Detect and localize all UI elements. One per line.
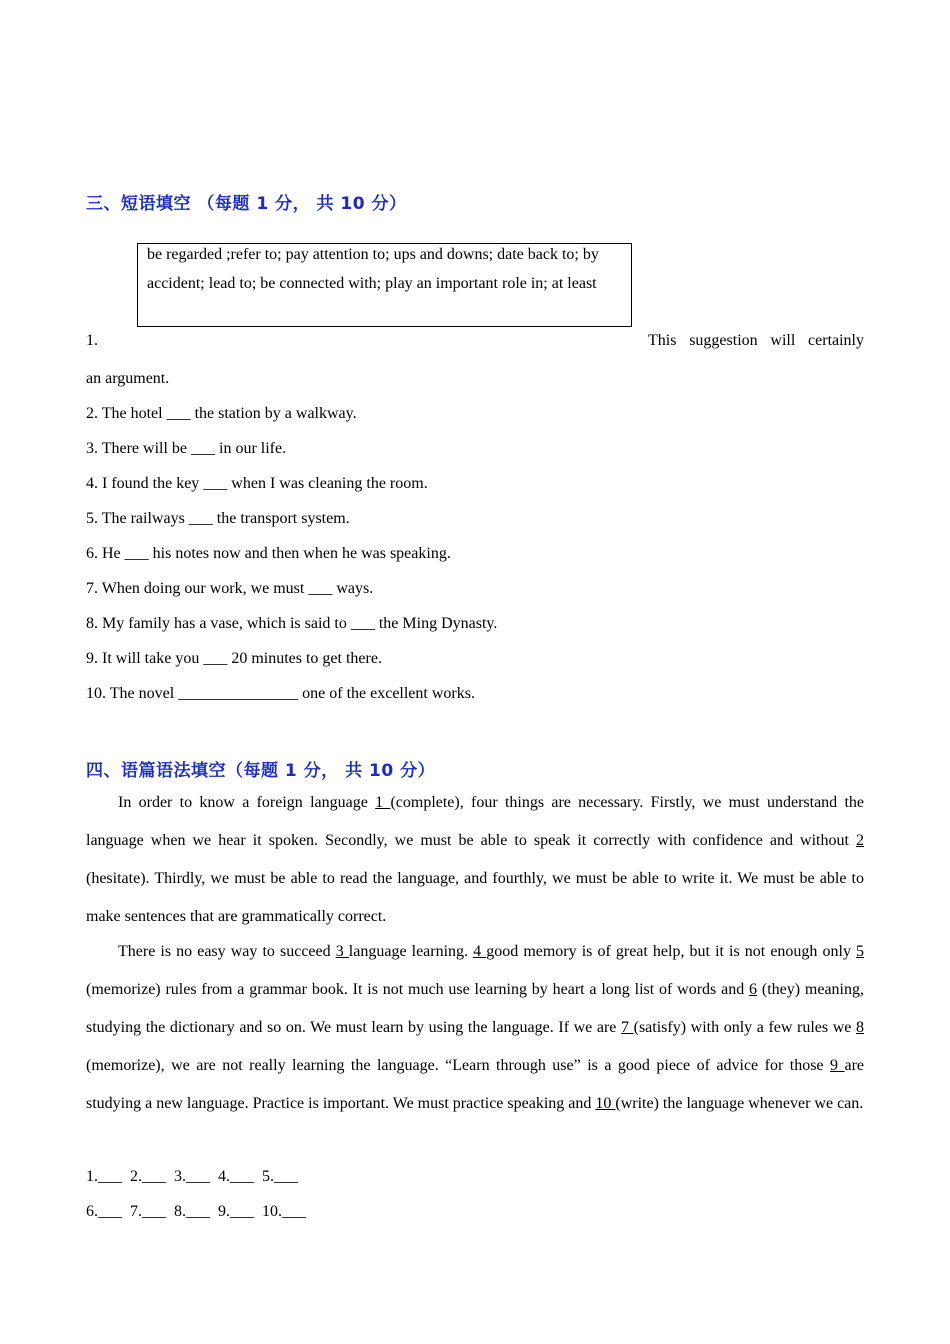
passage-paragraph-2 xyxy=(86,933,864,1123)
question-5: 5. The railways ___ the transport system. xyxy=(86,510,350,527)
question-10: 10. The novel _______________ one of the excellent works. xyxy=(86,685,475,702)
answer-row-2: 6.___ 7.___ 8.___ 9.___ 10.___ xyxy=(86,1203,306,1220)
blank-1: 1 xyxy=(375,794,391,811)
question-9: 9. It will take you ___ 20 minutes to get there. xyxy=(86,650,382,667)
question-3: 3. There will be ___ in our life. xyxy=(86,440,287,457)
blank-9: 9 xyxy=(830,1057,845,1074)
phrase-box xyxy=(137,243,632,327)
blank-5: 5 xyxy=(856,943,865,960)
passage-text: (they) meaning, studying the dictionary and so on. We must learn by using the language. If we are xyxy=(86,981,864,1036)
passage-text: (satisfy) with only a few rules we xyxy=(633,1019,856,1036)
passage-paragraph-1 xyxy=(86,784,864,936)
question-1-continuation: an argument. xyxy=(86,370,170,387)
blank-4: 4 xyxy=(473,943,487,960)
question-8: 8. My family has a vase, which is said to ___ the Ming Dynasty. xyxy=(86,615,498,632)
answer-row-1: 1.___ 2.___ 3.___ 4.___ 5.___ xyxy=(86,1168,298,1185)
phrase-box-line-2: accident; lead to; be connected with; play an important role in; at least xyxy=(147,275,597,292)
passage-text: are studying a new language. Practice is important. We must practice speaking and xyxy=(86,1057,865,1112)
passage-text: language learning. xyxy=(348,943,474,960)
blank-7: 7 xyxy=(621,1019,634,1036)
question-4: 4. I found the key ___ when I was cleaning the room. xyxy=(86,475,428,492)
question-1-text: This suggestion will certainly xyxy=(648,332,864,349)
blank-6: 6 xyxy=(749,981,758,998)
section-4-heading: 四、语篇语法填空（每题 1 分， 共 10 分） xyxy=(86,761,436,781)
passage-text: There is no easy way to succeed xyxy=(118,943,336,960)
section-3-heading: 三、短语填空 （每题 1 分， 共 10 分） xyxy=(86,194,407,214)
blank-10: 10 xyxy=(595,1095,616,1112)
passage-text: (memorize) rules from a grammar book. It is not much use learning by heart a long list of words and xyxy=(86,981,750,998)
blank-8: 8 xyxy=(856,1019,864,1036)
passage-text: (memorize), we are not really learning the language. “Learn through use” is a good piece of advice for those xyxy=(86,1057,830,1074)
passage-text: In order to know a foreign language xyxy=(118,794,376,811)
question-1-number: 1. xyxy=(86,332,98,349)
passage-text: (complete), four things are necessary. Firstly, we must understand the language when we hear it spoken. Secondly, we must be able to speak it correctly with confidence and without xyxy=(86,794,865,849)
question-2: 2. The hotel ___ the station by a walkway. xyxy=(86,405,357,422)
question-6: 6. He ___ his notes now and then when he was speaking. xyxy=(86,545,451,562)
passage-text: good memory is of great help, but it is not enough only xyxy=(486,943,857,960)
question-7: 7. When doing our work, we must ___ ways. xyxy=(86,580,374,597)
passage-text: (hesitate). Thirdly, we must be able to read the language, and fourthly, we must be able to write it. We must be able to make sentences that are grammatically correct. xyxy=(86,870,864,925)
phrase-box-line-1: be regarded ;refer to; pay attention to; ups and downs; date back to; by xyxy=(147,246,599,263)
passage-text: (write) the language whenever we can. xyxy=(615,1095,864,1112)
blank-2: 2 xyxy=(856,832,864,849)
blank-3: 3 xyxy=(335,943,349,960)
